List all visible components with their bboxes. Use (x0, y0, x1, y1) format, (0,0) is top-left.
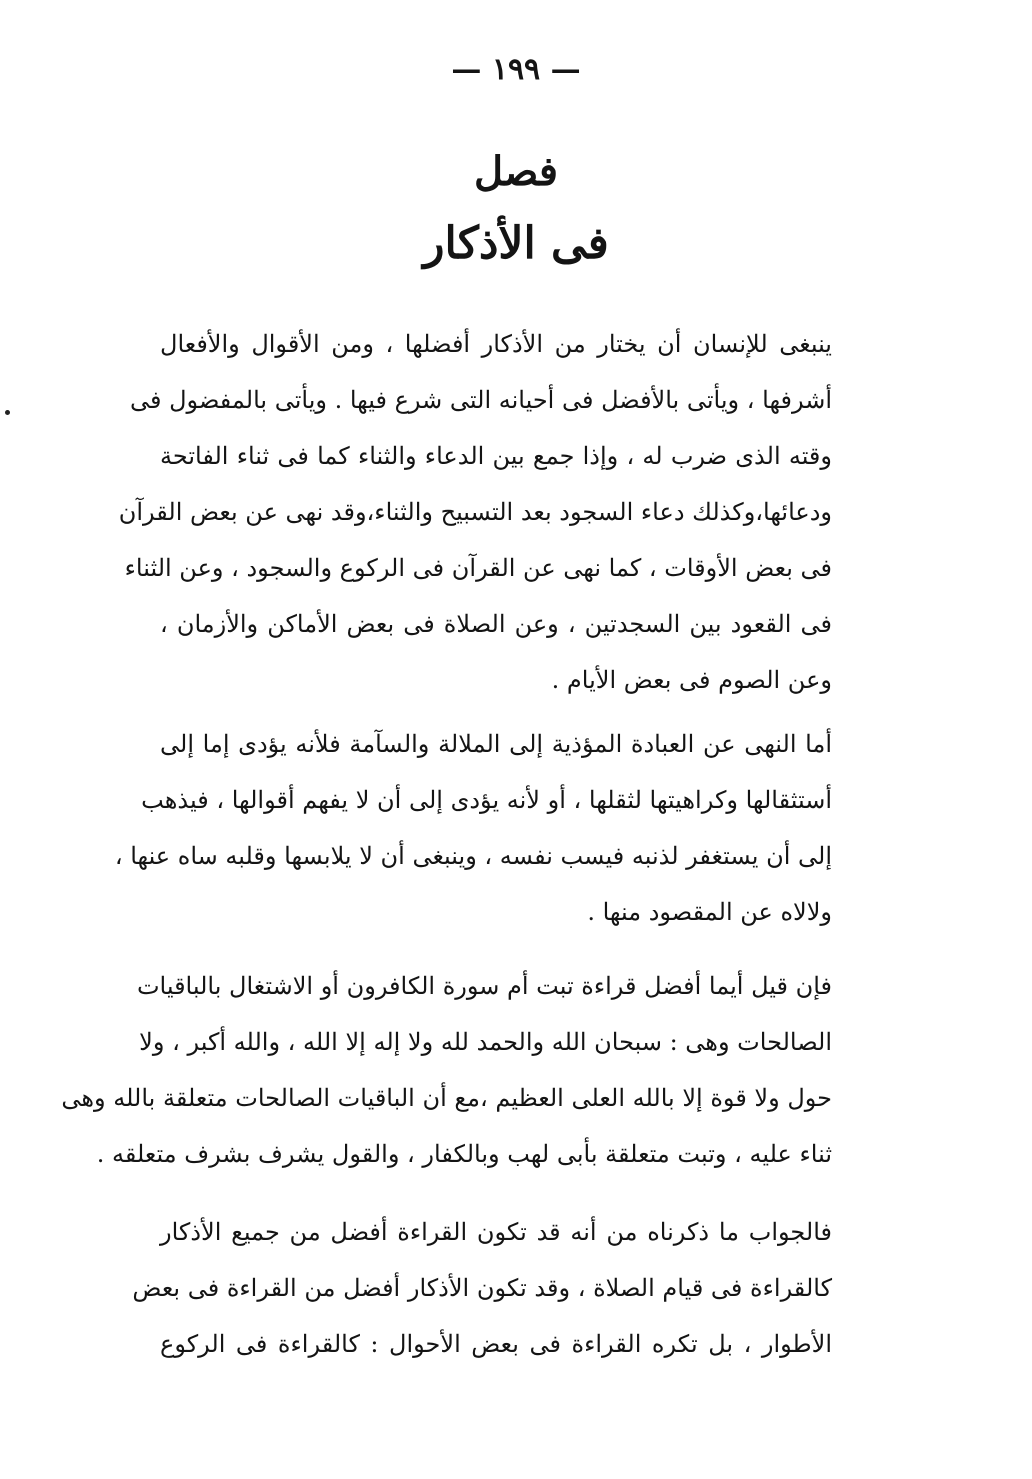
text-line: وعن الصوم فى بعض الأيام . (551, 666, 832, 694)
text-line: الصالحات وهى : سبحان الله والحمد لله ولا إله إلا الله ، والله أكبر ، ولا (139, 1028, 832, 1056)
text-line: ودعائها،وكذلك دعاء السجود بعد التسبيح والثناء،وقد نهى عن بعض القرآن (118, 498, 832, 526)
text-line: أشرفها ، ويأتى بالأفضل فى أحيانه التى شرع فيها . ويأتى بالمفضول فى (130, 386, 832, 414)
text-line: فى بعض الأوقات ، كما نهى عن القرآن فى الركوع والسجود ، وعن الثناء (124, 554, 832, 582)
paragraph-1 (118, 316, 832, 708)
text-line: حول ولا قوة إلا بالله العلى العظيم ،مع أن الباقيات الصالحات متعلقة بالله وهى (61, 1084, 832, 1112)
text-line: ولالاه عن المقصود منها . (587, 898, 832, 926)
text-line: إلى أن يستغفر لذنبه فيسب نفسه ، وينبغى أن لا يلابسها وقلبه ساه عنها ، (114, 842, 832, 870)
paragraph-2 (114, 716, 833, 940)
section-title: فصل (473, 148, 559, 195)
text-line: كالقراءة فى قيام الصلاة ، وقد تكون الأذكار أفضل من القراءة فى بعض (132, 1274, 832, 1302)
text-line: ثناء عليه ، وتبت متعلقة بأبى لهب وبالكفار ، والقول يشرف بشرف متعلقه . (96, 1140, 832, 1168)
text-line: فالجواب ما ذكرناه من أنه قد تكون القراءة أفضل من جميع الأذكار (160, 1218, 832, 1246)
paragraph-4 (132, 1204, 832, 1372)
text-line: فإن قيل أيما أفضل قراءة تبت أم سورة الكافرون أو الاشتغال بالباقيات (136, 972, 832, 1000)
page-number: — ١٩٩ — (451, 52, 581, 87)
text-line: وقته الذى ضرب له ، وإذا جمع بين الدعاء والثناء كما فى ثناء الفاتحة (160, 442, 832, 470)
scan-speck (5, 410, 10, 415)
text-line: فى القعود بين السجدتين ، وعن الصلاة فى بعض الأماكن والأزمان ، (160, 610, 832, 638)
bleed-through-text (100, 114, 820, 136)
text-line: الأطوار ، بل تكره القراءة فى بعض الأحوال : كالقراءة فى الركوع (160, 1330, 832, 1358)
text-line: ينبغى للإنسان أن يختار من الأذكار أفضلها ، ومن الأقوال والأفعال (160, 330, 832, 358)
text-line: أستثقالها وكراهيتها لثقلها ، أو لأنه يؤدى إلى أن لا يفهم أقوالها ، فيذهب (141, 786, 832, 814)
section-subtitle: فى الأذكار (423, 218, 609, 269)
paragraph-3 (61, 958, 832, 1182)
text-line: أما النهى عن العبادة المؤذية إلى الملالة والسآمة فلأنه يؤدى إما إلى (160, 730, 833, 758)
